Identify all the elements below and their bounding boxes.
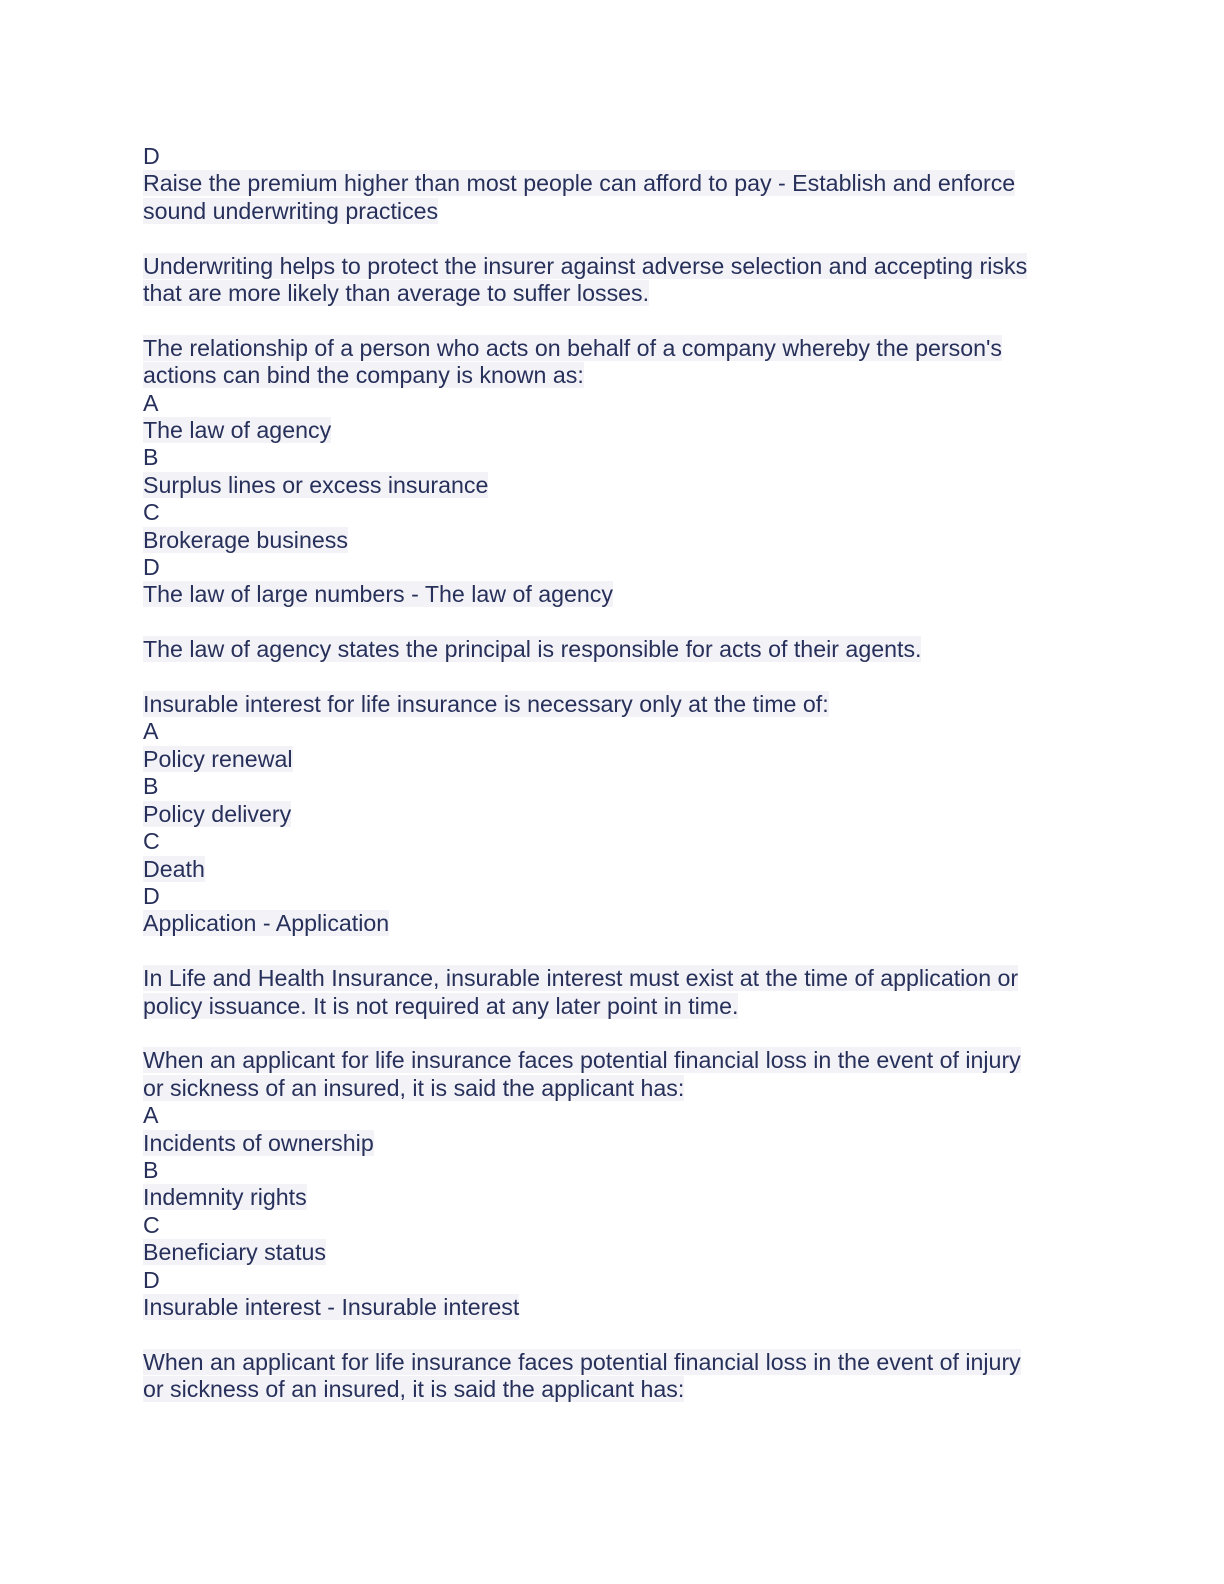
answer-line: Raise the premium higher than most people can afford to pay - Establish and enforce xyxy=(143,170,1016,197)
answer-line-continued: sound underwriting practices xyxy=(143,197,439,224)
spacer xyxy=(143,1020,1063,1047)
spacer xyxy=(143,609,1063,636)
option-letter-c: C xyxy=(143,499,160,526)
option-letter-a: A xyxy=(143,1102,159,1129)
question-line: When an applicant for life insurance faces potential financial loss in the event of injury xyxy=(143,1348,1021,1375)
option-text-c: Brokerage business xyxy=(143,526,348,553)
option-letter-d: D xyxy=(143,143,160,169)
document-page xyxy=(143,143,1063,1404)
explanation-line: Underwriting helps to protect the insurer against adverse selection and accepting risks xyxy=(143,252,1028,279)
option-text-a: The law of agency xyxy=(143,417,332,444)
spacer xyxy=(143,664,1063,691)
option-letter-d: D xyxy=(143,882,160,909)
option-letter-b: B xyxy=(143,1156,159,1183)
option-letter-d: D xyxy=(143,554,160,581)
question-line: When an applicant for life insurance faces potential financial loss in the event of injury xyxy=(143,1047,1021,1074)
spacer xyxy=(143,307,1063,334)
explanation-line: The law of agency states the principal is responsible for acts of their agents. xyxy=(143,636,922,663)
option-text-a: Policy renewal xyxy=(143,745,293,772)
question-line: Insurable interest for life insurance is necessary only at the time of: xyxy=(143,691,829,718)
option-letter-c: C xyxy=(143,828,160,855)
option-letter-a: A xyxy=(143,718,159,745)
option-text-b: Surplus lines or excess insurance xyxy=(143,471,489,498)
explanation-line: that are more likely than average to suffer losses. xyxy=(143,280,650,307)
option-text-d-answer: Insurable interest - Insurable interest xyxy=(143,1293,520,1320)
option-letter-b: B xyxy=(143,444,159,471)
option-text-d-answer: Application - Application xyxy=(143,910,390,937)
spacer xyxy=(143,938,1063,965)
explanation-line: In Life and Health Insurance, insurable interest must exist at the time of application or xyxy=(143,965,1019,992)
spacer xyxy=(143,225,1063,252)
option-letter-a: A xyxy=(143,389,159,416)
question-line: or sickness of an insured, it is said the applicant has: xyxy=(143,1074,685,1101)
option-letter-d: D xyxy=(143,1266,160,1293)
question-line: or sickness of an insured, it is said the applicant has: xyxy=(143,1376,685,1403)
option-text-a: Incidents of ownership xyxy=(143,1129,374,1156)
question-line: The relationship of a person who acts on behalf of a company whereby the person's xyxy=(143,334,1003,361)
option-letter-b: B xyxy=(143,773,159,800)
option-text-b: Policy delivery xyxy=(143,800,292,827)
option-text-b: Indemnity rights xyxy=(143,1184,307,1211)
question-line: actions can bind the company is known as: xyxy=(143,362,584,389)
option-text-d-answer: The law of large numbers - The law of agency xyxy=(143,581,613,608)
explanation-line: policy issuance. It is not required at any later point in time. xyxy=(143,992,739,1019)
option-text-c: Beneficiary status xyxy=(143,1239,327,1266)
option-text-c: Death xyxy=(143,855,205,882)
spacer xyxy=(143,1321,1063,1348)
option-letter-c: C xyxy=(143,1211,160,1238)
